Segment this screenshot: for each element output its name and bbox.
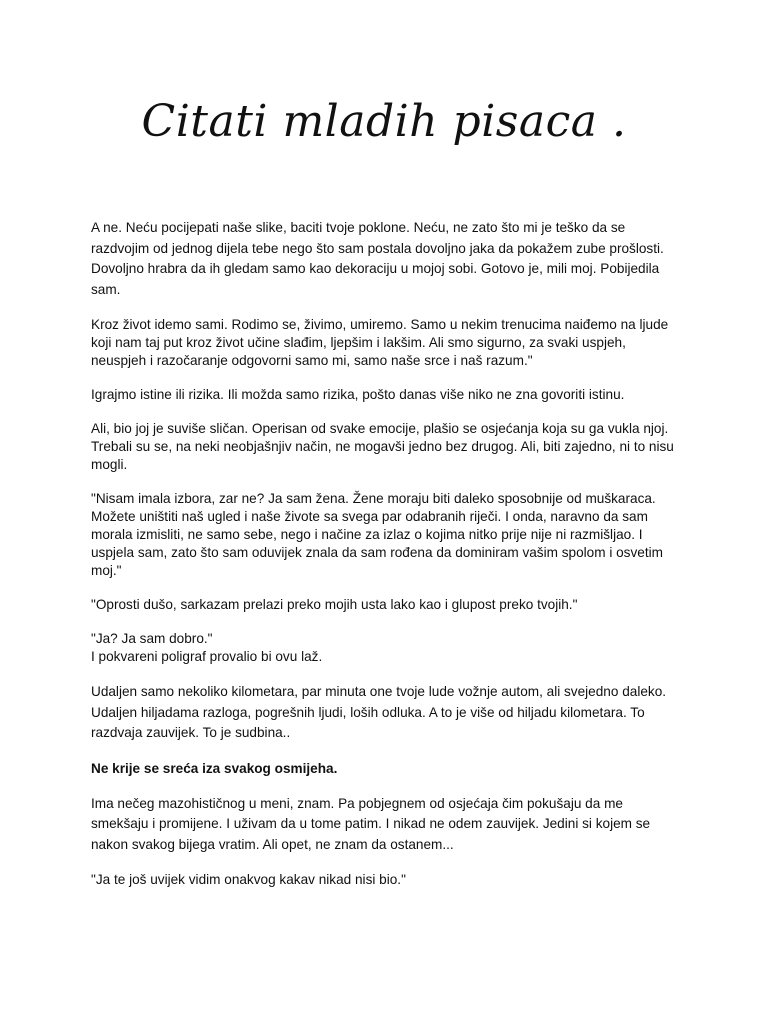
paragraph-6: "Oprosti dušo, sarkazam prelazi preko mojih usta lako kao i glupost preko tvojih.": [91, 597, 578, 612]
paragraph-3: Igrajmo istine ili rizika. Ili možda samo rizika, pošto danas više niko ne zna govoriti istinu.: [91, 387, 625, 402]
paragraph-2: Kroz život idemo sami. Rodimo se, živimo, umiremo. Samo u nekim trenucima naiđemo na ljude koji nam taj put kroz život učine slađim, ljepšim i lakšim. Ali smo sigurno, za svaki uspjeh, neuspjeh i razočaranje odgovorni samo mi, samo naše srce i naš razum.": [91, 317, 669, 368]
paragraph-1: A ne. Neću pocijepati naše slike, baciti tvoje poklone. Neću, ne zato što mi je teško da se razdvojim od jednog dijela tebe nego što sam postala dovoljno jaka da pokažem zube prošlosti. Dovoljno hrabra da ih gledam samo kao dekoraciju u mojoj sobi. Gotovo je, mili moj. Pobijedila sam.: [91, 220, 664, 297]
paragraph-11: "Ja te još uvijek vidim onakvog kakav nikad nisi bio.": [91, 872, 406, 887]
paragraph-8: Udaljen samo nekoliko kilometara, par minuta one tvoje lude vožnje autom, ali svejedno daleko. Udaljen hiljadama razloga, pogrešnih ljudi, loših odluka. A to je više od hiljadu kilometara. To razdvaja zauvijek. To je sudbina..: [91, 684, 667, 740]
paragraph-4: Ali, bio joj je suviše sličan. Operisan od svake emocije, plašio se osjećanja koja su ga vukla njoj. Trebali su se, na neki neobjašnjiv način, ne mogavši jedno bez drugog. Ali, biti zajedno, ni to nisu mogli.: [91, 421, 674, 472]
document-body: [91, 218, 681, 889]
paragraph-7-line-2: I pokvareni poligraf provalio bi ovu laž.: [91, 649, 323, 664]
paragraph-9-bold: Ne krije se sreća iza svakog osmijeha.: [91, 760, 338, 776]
paragraph-10: Ima nečeg mazohističnog u meni, znam. Pa pobjegnem od osjećaja čim pokušaju da me smekšaju i promijene. I uživam da u tome patim. I nikad ne odem zauvijek. Jedini si kojem se nakon svakog bijega vratim. Ali opet, ne znam da ostanem...: [91, 795, 651, 852]
page-title: Citati mladih pisaca .: [141, 96, 627, 147]
paragraph-5: "Nisam imala izbora, zar ne? Ja sam žena. Žene moraju biti daleko sposobnije od muškaraca. Možete uništiti naš ugled i naše živote sa svega par odabranih riječi. I onda, naravno da sam morala izmisliti, ne samo sebe, nego i načine za izlaz o kojima nitko prije nije ni razmišljao. I uspjela sam, zato što sam oduvijek znala da sam rođena da dominiram vašim spolom i osvetim moj.": [91, 491, 663, 578]
paragraph-7-line-1: "Ja? Ja sam dobro.": [91, 631, 213, 646]
